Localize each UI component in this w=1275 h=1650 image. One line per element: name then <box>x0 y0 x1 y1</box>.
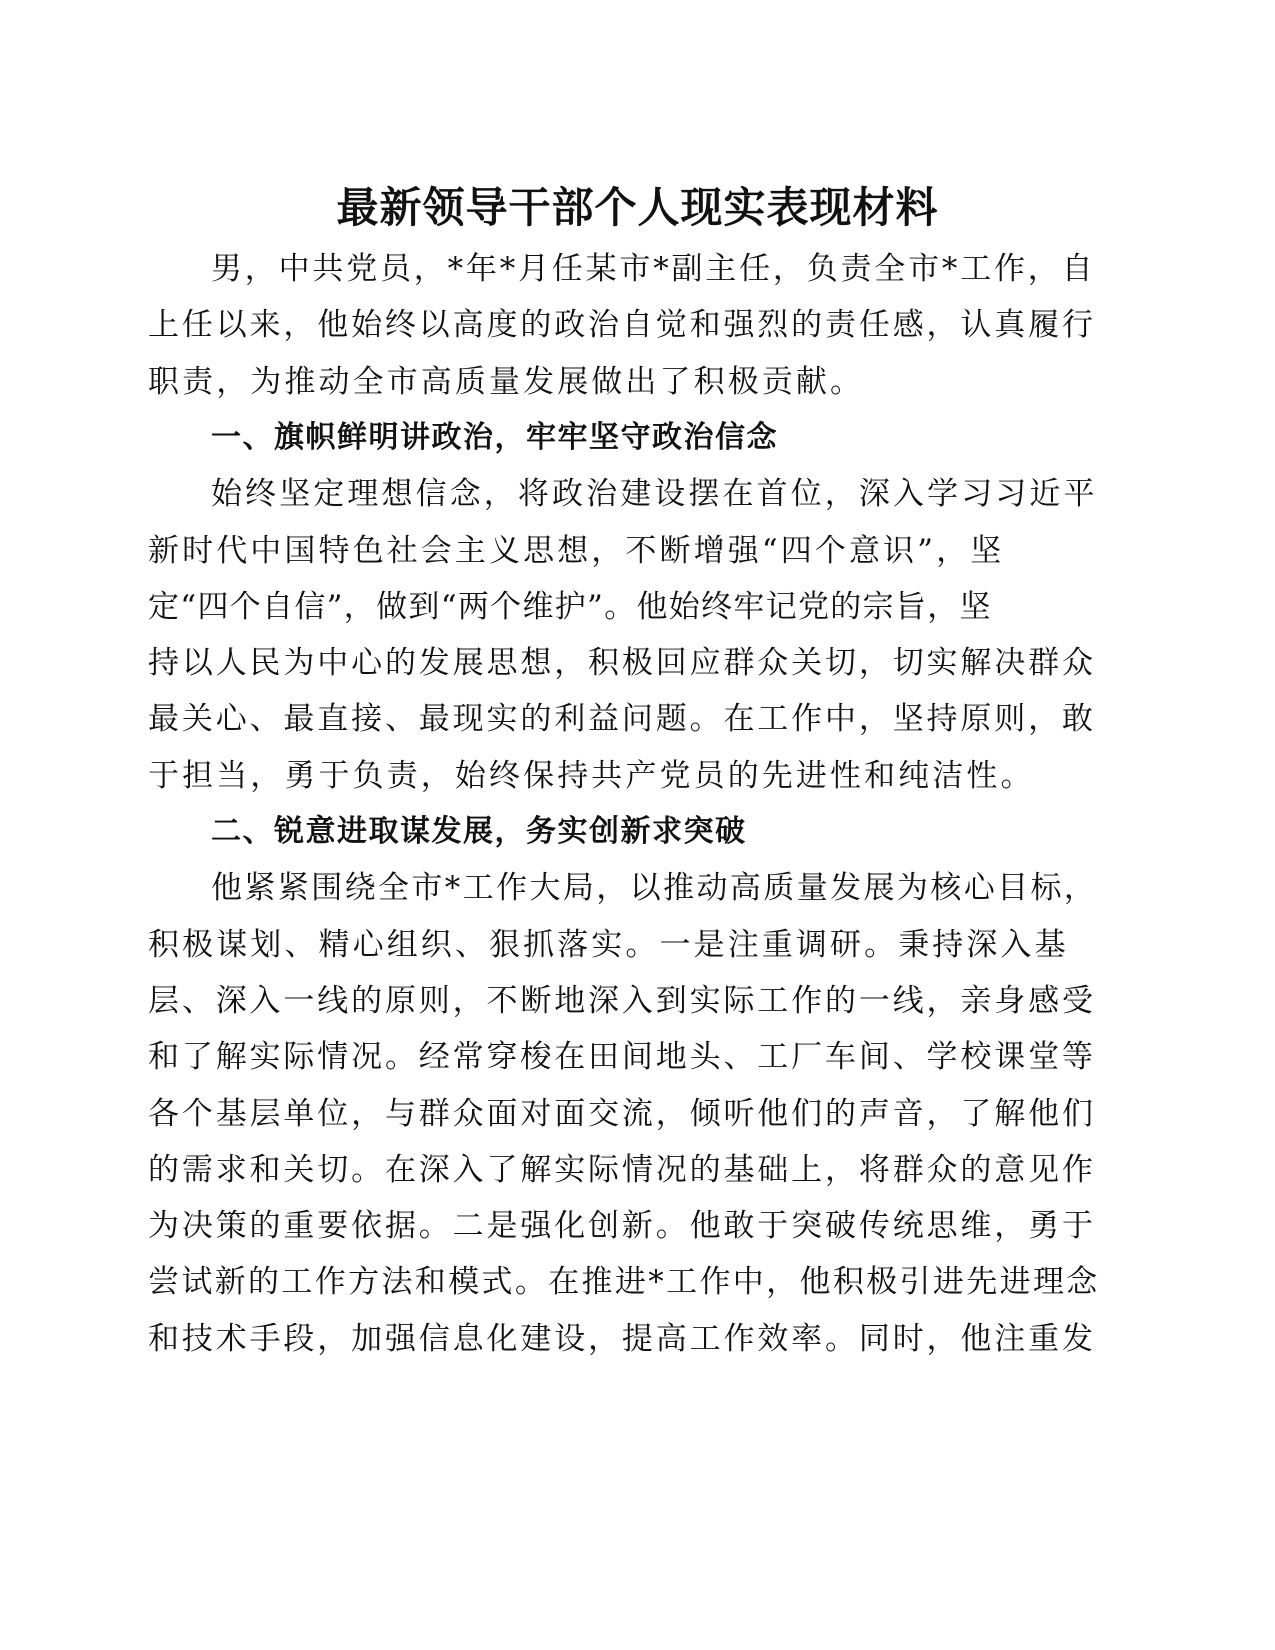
section-heading: 二、锐意进取谋发展，务实创新求突破 <box>211 814 747 849</box>
paragraph-line: 层、深入一线的原则，不断地深入到实际工作的一线，亲身感受 <box>148 982 1096 1019</box>
paragraph-line: 上任以来，他始终以高度的政治自觉和强烈的责任感，认真履行 <box>148 307 1096 344</box>
paragraph-line: 尝试新的工作方法和模式。在推进*工作中，他积极引进先进理念 <box>148 1264 1100 1301</box>
paragraph-line: 各个基层单位，与群众面对面交流，倾听他们的声音，了解他们 <box>148 1095 1096 1132</box>
paragraph-line: 新时代中国特色社会主义思想，不断增强“四个意识”，坚 <box>148 532 1005 569</box>
paragraph-line: 于担当，勇于负责，始终保持共产党员的先进性和纯洁性。 <box>148 757 1035 794</box>
paragraph-line: 持以人民为中心的发展思想，积极回应群众关切，切实解决群众 <box>148 645 1096 682</box>
paragraph-line: 和技术手段，加强信息化建设，提高工作效率。同时，他注重发 <box>148 1320 1096 1357</box>
paragraph-line: 和了解实际情况。经常穿梭在田间地头、工厂车间、学校课堂等 <box>148 1039 1096 1076</box>
paragraph-line: 始终坚定理想信念，将政治建设摆在首位，深入学习习近平 <box>211 476 1098 513</box>
paragraph-line: 定“四个自信”，做到“两个维护”。他始终牢记党的宗旨，坚 <box>148 588 992 625</box>
paragraph-line: 职责，为推动全市高质量发展做出了积极贡献。 <box>148 363 865 400</box>
paragraph-line: 积极谋划、精心组织、狠抓落实。一是注重调研。秉持深入基 <box>148 926 1069 963</box>
paragraph-line: 为决策的重要依据。二是强化创新。他敢于突破传统思维，勇于 <box>148 1208 1096 1245</box>
document-title: 最新领导干部个人现实表现材料 <box>336 183 939 232</box>
paragraph-line: 的需求和关切。在深入了解实际情况的基础上，将群众的意见作 <box>148 1151 1096 1188</box>
paragraph-line: 他紧紧围绕全市*工作大局，以推动高质量发展为核心目标， <box>211 870 1098 907</box>
paragraph-line: 最关心、最直接、最现实的利益问题。在工作中，坚持原则，敢 <box>148 701 1096 738</box>
section-heading: 一、旗帜鲜明讲政治，牢牢坚守政治信念 <box>211 419 778 455</box>
paragraph-line: 男，中共党员，*年*月任某市*副主任，负责全市*工作，自 <box>211 251 1096 287</box>
